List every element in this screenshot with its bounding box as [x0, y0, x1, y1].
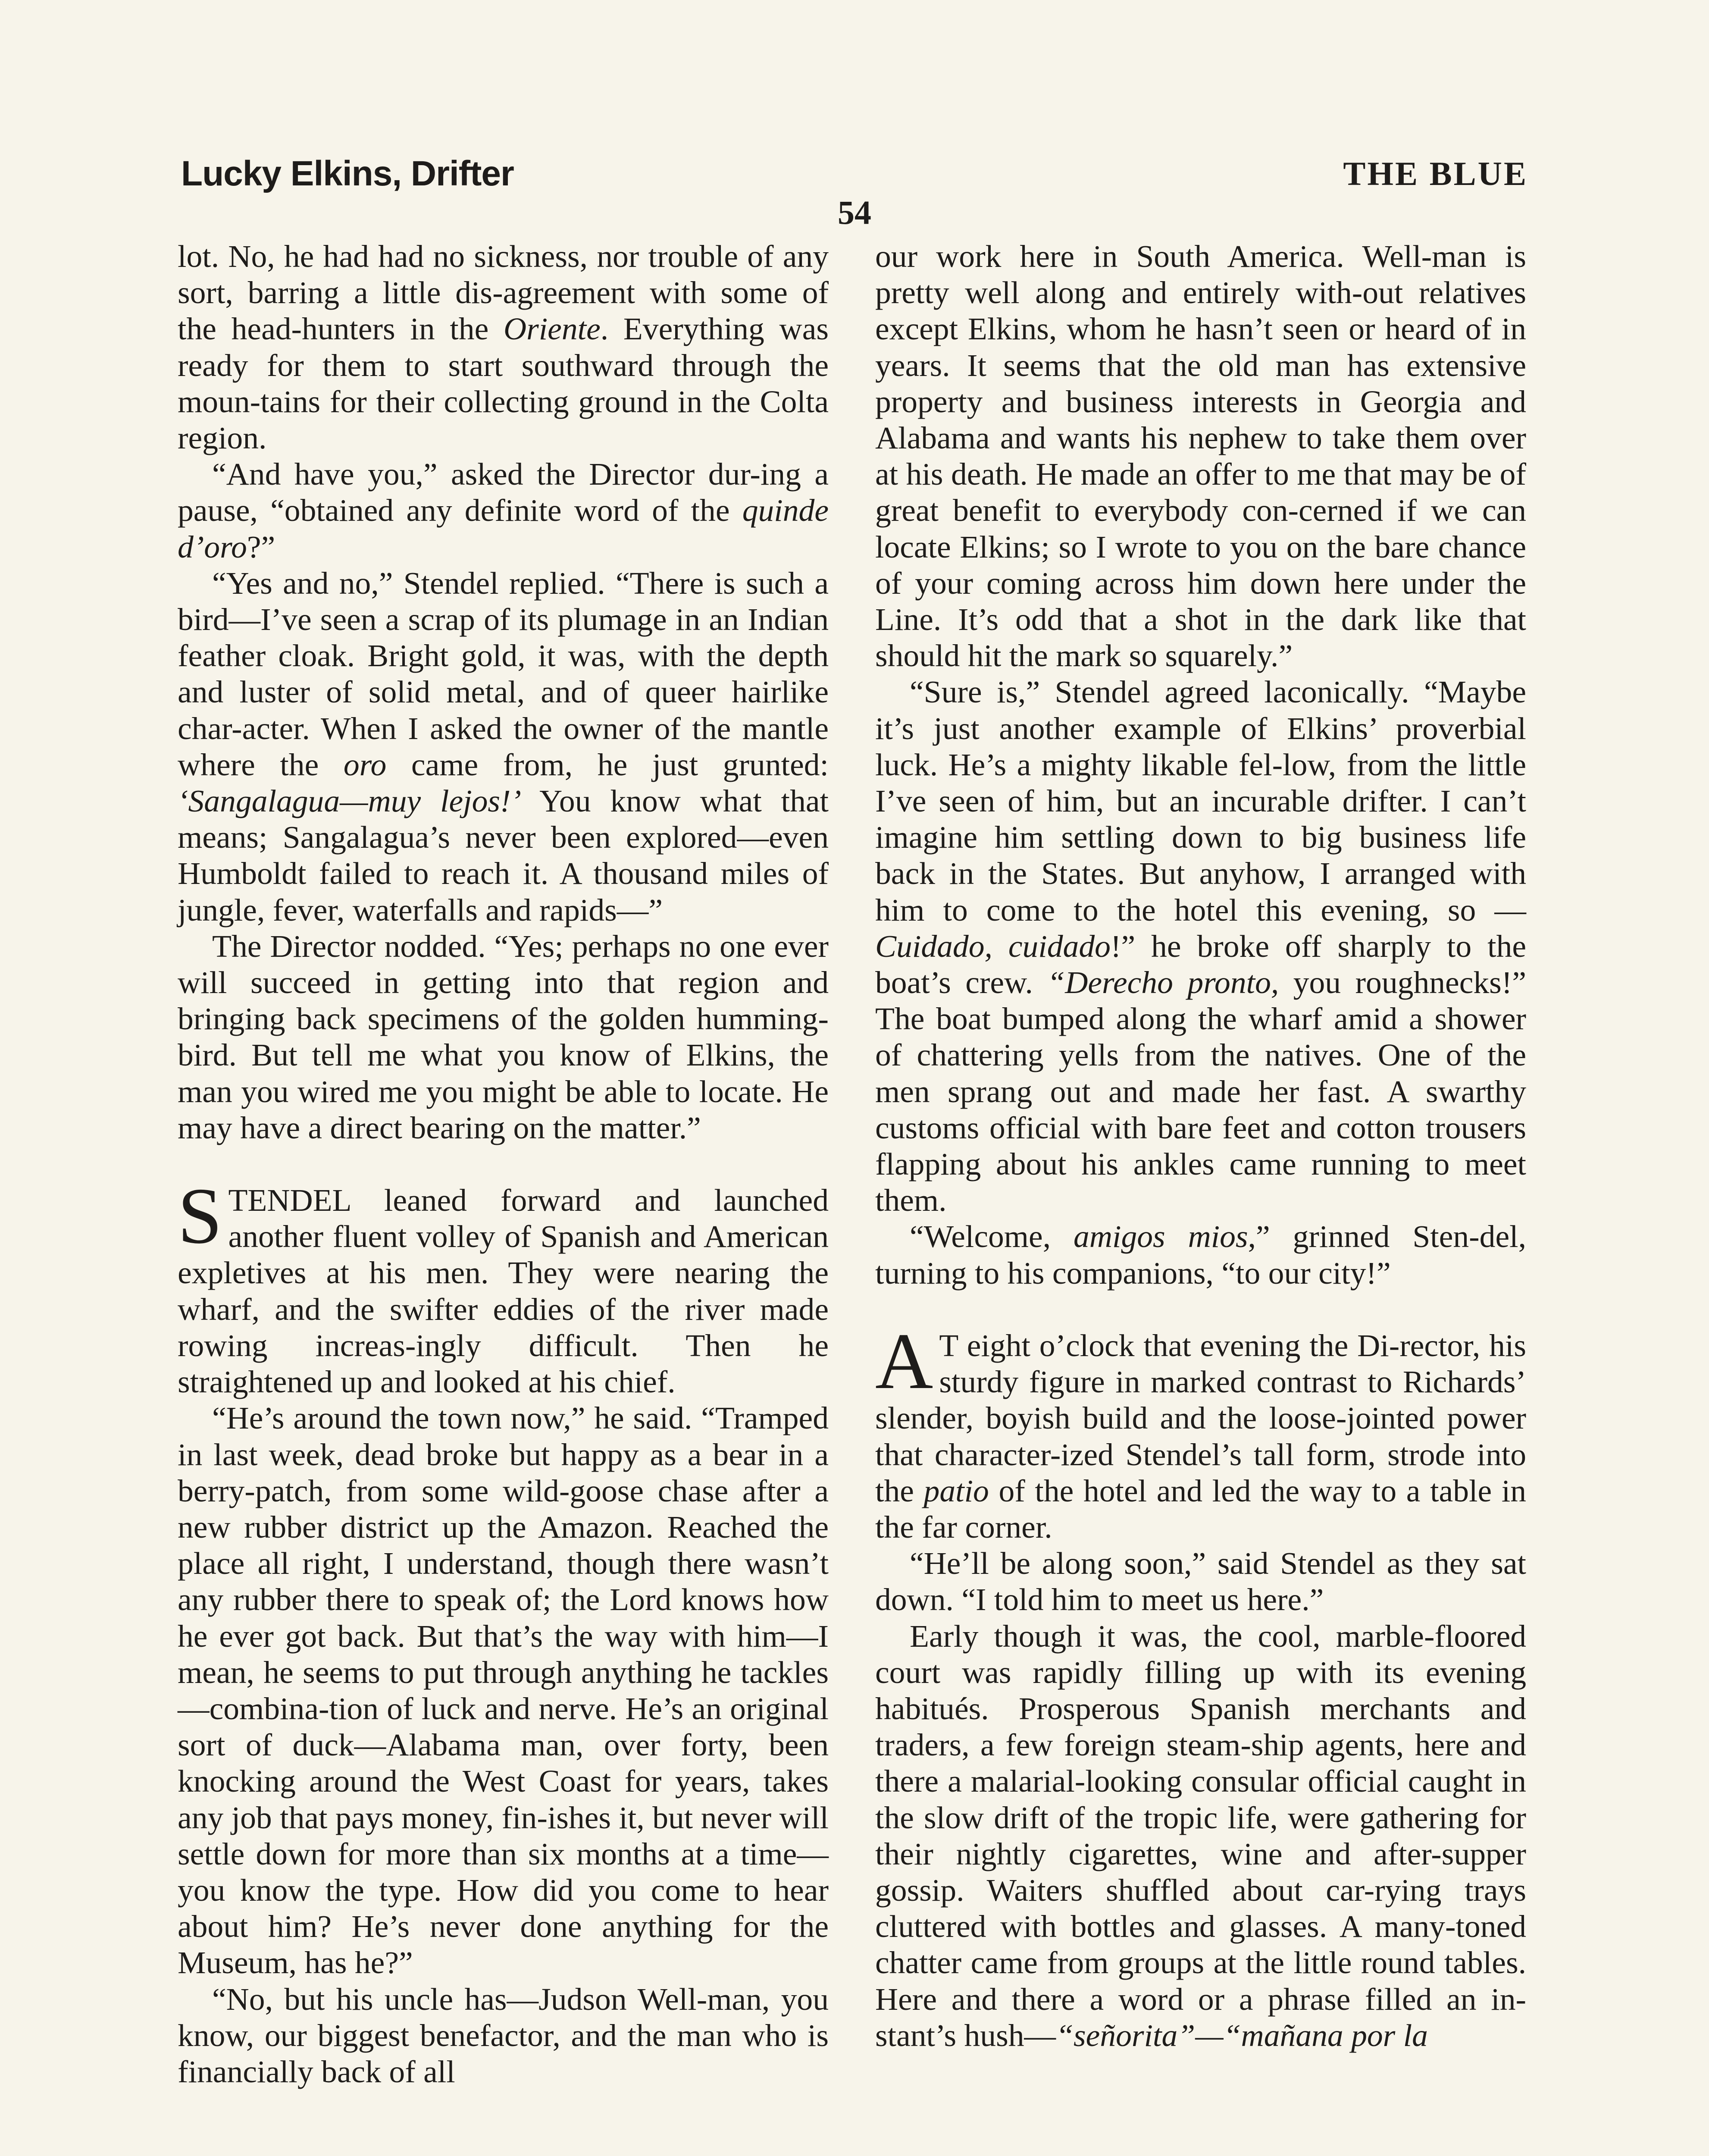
left-column: [178, 238, 829, 2090]
drop-cap: A: [875, 1316, 933, 1406]
running-title: Lucky Elkins, Drifter: [181, 154, 514, 193]
magazine-name: THE BLUE: [1343, 155, 1528, 192]
paragraph: “Sure is,” Stendel agreed laconically. “Maybe it’s just another example of Elkins’ proverbial luck. He’s a mighty likable fel-low, from the little I’ve seen of him, but an incurable drifter. I can’t imagine him settling down to big business life back in the States. But anyhow, I arranged with him to come to the hotel this evening, so —Cuidado, cuidado!” he broke off sharply to the boat’s crew. “Derecho pronto, you roughnecks!” The boat bumped along the wharf amid a shower of chattering yells from the natives. One of the men sprang out and made her fast. A swarthy customs official with bare feet and cotton trousers flapping about his ankles came running to meet them.: [875, 674, 1526, 1218]
paragraph: The Director nodded. “Yes; perhaps no one ever will succeed in getting into that region and bringing back specimens of the golden humming-bird. But tell me what you know of Elkins, the man you wired me you might be able to locate. He may have a direct bearing on the matter.”: [178, 928, 829, 1145]
paragraph: our work here in South America. Well-man is pretty well along and entirely with-out relatives except Elkins, whom he hasn’t seen or heard of in years. It seems that the old man has extensive property and business interests in Georgia and Alabama and wants his nephew to take them over at his death. He made an offer to me that may be of great benefit to everybody con-cerned if we can locate Elkins; so I wrote to you on the bare chance of your coming across him down here under the Line. It’s odd that a shot in the dark like that should hit the mark so squarely.”: [875, 238, 1526, 674]
page-number: 54: [838, 194, 871, 231]
paragraph: “Yes and no,” Stendel replied. “There is such a bird—I’ve seen a scrap of its plumage in an Indian feather cloak. Bright gold, it was, with the depth and luster of solid metal, and of queer hairlike char-acter. When I asked the owner of the mantle where the oro came from, he just grunted: ‘Sangalagua—muy lejos!’ You know what that means; Sangalagua’s never been explored—even Humboldt failed to reach it. A thousand miles of jungle, fever, waterfalls and rapids—”: [178, 565, 829, 928]
right-column: [875, 238, 1526, 2053]
paragraph: “Welcome, amigos mios,” grinned Sten-del, turning to his companions, “to our city!”: [875, 1219, 1526, 1291]
paragraph: “And have you,” asked the Director dur-ing a pause, “obtained any definite word of the quinde d’oro?”: [178, 456, 829, 564]
drop-cap: S: [178, 1172, 222, 1261]
section-paragraph: STENDEL leaned forward and launched another fluent volley of Spanish and American expletives at his men. They were nearing the wharf, and the swifter eddies of the river made rowing increas-ingly difficult. Then he straightened up and looked at his chief.: [178, 1172, 829, 1400]
paragraph: “He’s around the town now,” he said. “Tramped in last week, dead broke but happy as a bear in a berry-patch, from some wild-goose chase after a new rubber district up the Amazon. Reached the place all right, I understand, though there wasn’t any rubber there to speak of; the Lord knows how he ever got back. But that’s the way with him—I mean, he seems to put through anything he tackles—combina-tion of luck and nerve. He’s an original sort of duck—Alabama man, over forty, been knocking around the West Coast for years, takes any job that pays money, fin-ishes it, but never will settle down for more than six months at a time—you know the type. How did you come to hear about him? He’s never done anything for the Museum, has he?”: [178, 1400, 829, 1981]
paragraph: “No, but his uncle has—Judson Well-man, you know, our biggest benefactor, and the man who is financially back of all: [178, 1981, 829, 2089]
paragraph: lot. No, he had had no sickness, nor trouble of any sort, barring a little dis-agreement with some of the head-hunters in the Oriente. Everything was ready for them to start southward through the moun-tains for their collecting ground in the Colta region.: [178, 238, 829, 456]
section-paragraph: A T eight o’clock that evening the Di-rector, his sturdy figure in marked contrast to Richards’ slender, boyish build and the loose-jointed power that character-ized Stendel’s tall form, strode into the patio of the hotel and led the way to a table in the far corner.: [875, 1316, 1526, 1545]
paragraph: “He’ll be along soon,” said Stendel as they sat down. “I told him to meet us here.”: [875, 1545, 1526, 1617]
paragraph: Early though it was, the cool, marble-floored court was rapidly filling up with its evening habitués. Prosperous Spanish merchants and traders, a few foreign steam-ship agents, here and there a malarial-looking consular official caught in the slow drift of the tropic life, were gathering for their nightly cigarettes, wine and after-supper gossip. Waiters shuffled about car-rying trays cluttered with bottles and glasses. A many-toned chatter came from groups at the little round tables. Here and there a word or a phrase filled an in-stant’s hush—“señorita”—“mañana por la: [875, 1618, 1526, 2053]
